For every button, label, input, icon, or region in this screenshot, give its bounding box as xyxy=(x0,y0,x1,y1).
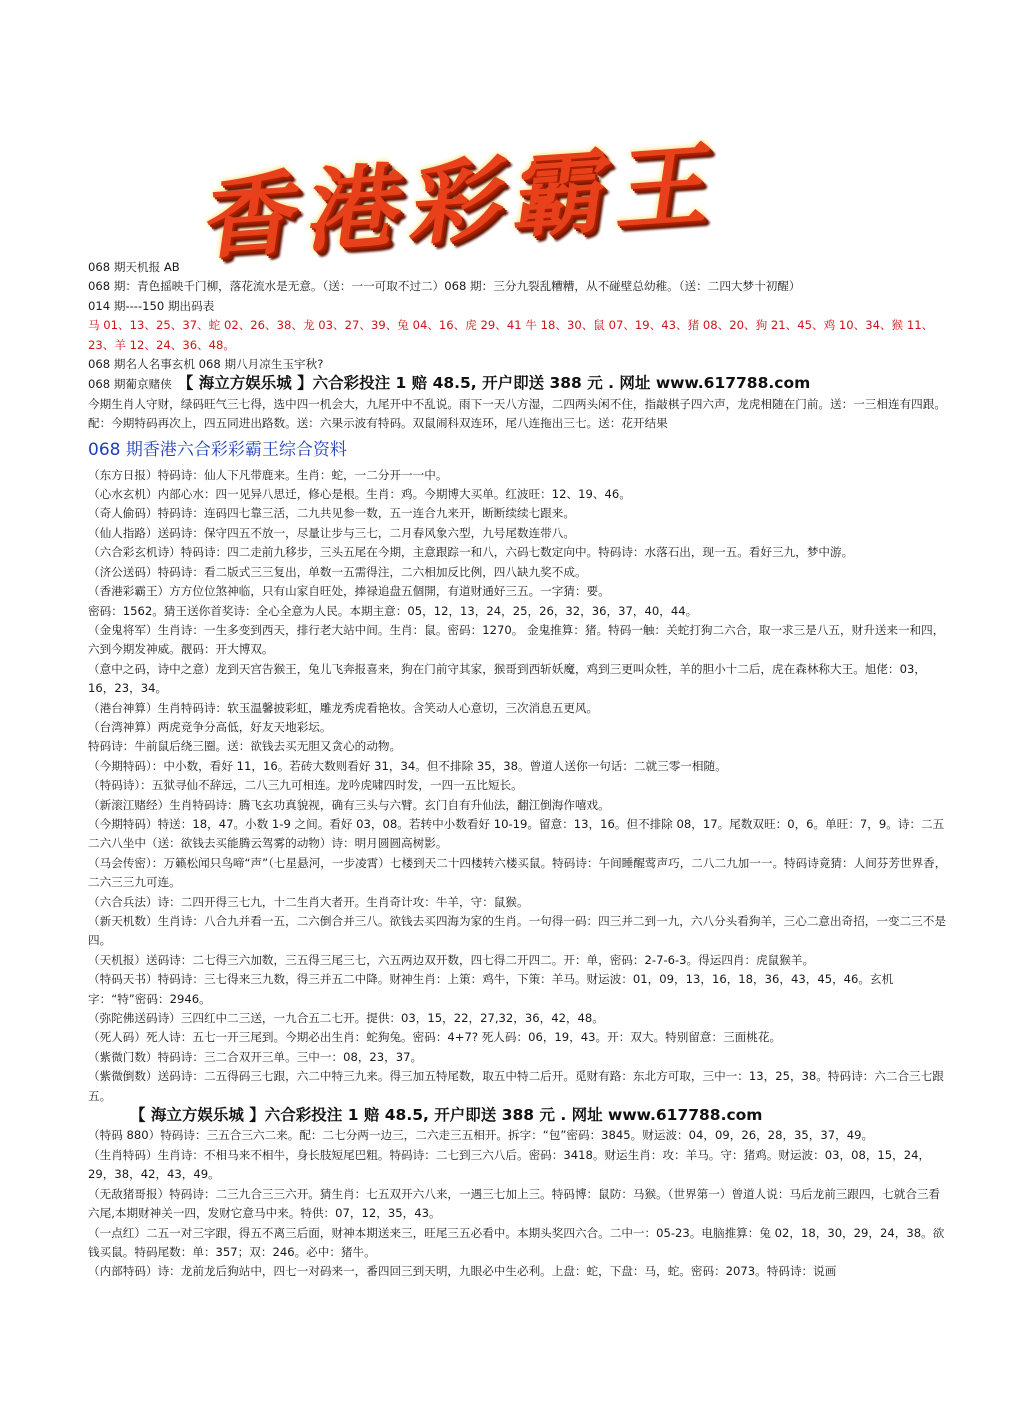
section-heading: 068 期香港六合彩彩霸王综合资料 xyxy=(88,439,347,460)
entry-a-19: （新天机数）生肖诗：八合九并看一五，二六倒合并三八。欲钱去买四海为家的生肖。一句得一码：四三并二到一九，六八分头看狗羊，三心二意出奇招，一变二三不是四。 xyxy=(88,914,946,948)
logo xyxy=(198,128,780,273)
paragraph-1: 今期生肖人守财，绿码旺气三七得，选中四一机会大，九尾开中不乱说。雨下一天八方湿，二四两头闲不住，指敲棋子四六声，龙虎相随在门前。送：一三相连有四跟。配：今期特码再次上，四五同进出路数。送：六果示波有特码。双鼠闹科双连环，尾八连拖出三七。送：花开结果 xyxy=(88,396,946,431)
ad-line-2 xyxy=(88,1106,950,1126)
entry-b-2: （无敌猪哥报）特码诗：二三九合三三六开。猜生肖：七五双开六八来，一遇三七加上三。特码博：鼠防：马猴。（世界第一）曾道人说：马后龙前三跟四，七就合三看六尾,本期财神关一四，发财它意马中来。特供：07，12，35，43。 xyxy=(88,1186,941,1221)
entry-a-21: （特码天书）特码诗：三七得来三九数，得三并五二中降。财神生肖：上策：鸡牛，下策：羊马。财运波：01，09，13，16，18，36，43，45，46。玄机字：“特”密码：2946。 xyxy=(88,972,894,1006)
document-body xyxy=(88,258,950,1282)
entry-a-25: （紫微倒数）送码诗：二五得码三七跟，六二中特三九来。得三加五特尾数，取五中特二后开。觅财有路：东北方可取，三中一：13，25，38。特码诗：六二合三七跟五。 xyxy=(88,1069,944,1103)
entry-a-23: （死人码）死人诗：五七一开三尾到。今期必出生肖：蛇狗兔。密码：4+7? 死人码：06，19，43。开：双大。特别留意：三面桃花。 xyxy=(88,1030,782,1045)
gambler-label: 068 期葡京赌侠 xyxy=(88,377,172,392)
entry-a-4: （六合彩玄机诗）特码诗：四二走前九移步，三头五尾在今期，主意跟踪一和八，六码七数定向中。特码诗：水落石出，现一五。看好三九，梦中游。 xyxy=(88,545,854,560)
entry-a-11: （台湾神算）两虎竞争分高低，好友天地彩坛。 xyxy=(88,719,332,734)
top-line-1: 068 期天机报 AB xyxy=(88,260,180,274)
entry-b-3: （一点红）二五一对三字跟，得五不离三后面，财神本期送来三，旺尾三五必看中。本期头奖四六合。二中一：05-23。电脑推算：兔 02，18，30，29，24，38。欲钱买鼠。特码尾数：单：357；双：246。必中：猪牛。 xyxy=(88,1225,945,1259)
mingren-line: 068 期名人名事玄机 068 期八月凉生玉宇秋? xyxy=(88,357,324,372)
entry-a-17: （马会传密）：万籁松闻只鸟啼“声”（七星悬河，一步凌霄）七楼到天二十四楼转六楼买鼠。特码诗：午间睡醒莺声巧，二八二九加一一。特码诗竟猜：人间芬芳世界香，二六三三九可连。 xyxy=(88,855,947,890)
entry-a-7: 密码：1562。猜王送你首奖诗：全心全意为人民。本期主意：05，12，13，24，25，26，32，36，37，40，44。 xyxy=(88,603,698,618)
entry-a-2: （奇人偷码）特码诗：连码四七靠三活，二九共见参一数，五一连合九来开，断断续续七跟来。 xyxy=(88,506,575,521)
ad-banner-2[interactable]: 【 海立方娱乐城 】六合彩投注 1 赔 48.5, 开户即送 388 元 . 网址 www.617788.com xyxy=(130,1106,763,1125)
entry-a-0: （东方日报）特码诗：仙人下凡带鹿来。生肖：蛇，一二分开一一中。 xyxy=(88,467,448,482)
entry-a-18: （六合兵法）诗：二四开得三七九，十二生肖大者开。生肖奇计攻：牛羊，守：鼠猴。 xyxy=(88,894,529,909)
entry-b-0: （特码 880）特码诗：三五合三六二来。配：二七分两一边三，二六走三五相开。拆字：“包”密码：3845。财运波：04，09，26，28，35，37，49。 xyxy=(88,1128,874,1143)
entry-b-4: （内部特码）诗：龙前龙后狗站中，四七一对码来一，番四回三到天明，九眼必中生必利。上盘：蛇，下盘：马，蛇。密码：2073。特码诗：说画 xyxy=(88,1264,837,1279)
entry-a-14: （特码诗）：五狱寻仙不辞远，二八三九可相连。龙吟虎啸四时发，一四一五比短长。 xyxy=(88,778,523,793)
entry-a-8: （金鬼将军）生肖诗：一生多变到西天，排行老大站中间。生肖：鼠。密码：1270。 金鬼推算：猪。特码一触：关蛇打狗二六合，取一求三是八五，财升送来一和四，六到今期发神威。靓码：开大博双。 xyxy=(88,622,945,657)
entry-a-24: （紫微门数）特码诗：三二合双开三单。三中一：08，23，37。 xyxy=(88,1049,423,1064)
entries-a xyxy=(88,466,950,1106)
entries-b xyxy=(88,1126,950,1281)
ad-banner-1[interactable]: 【 海立方娱乐城 】六合彩投注 1 赔 48.5, 开户即送 388 元 . 网址 www.617788.com xyxy=(177,374,811,393)
entry-a-22: （弥陀佛送码诗）三四红中二三送，一九合五二七开。提供：03，15，22，27,32，36，42，48。 xyxy=(88,1011,604,1026)
logo-text: 香港彩霸王 xyxy=(198,129,730,273)
entry-a-3: （仙人指路）送码诗：保守四五不放一，尽量让步与三七，二月春风象六型，九号尾数连带八。 xyxy=(88,525,575,540)
top-line-2: 068 期：青色摇映千门柳，落花流水是无意。（送：一一可取不过二）068 期：三分九裂乱糟糟，从不碰壁总幼稚。（送：二四大梦十初醒） xyxy=(88,279,801,294)
entry-a-1: （心水玄机）内部心水：四一见异八思迁，修心是根。生肖：鸡。今期博大买单。红波旺：12、19、46。 xyxy=(88,487,631,502)
entry-a-15: （新滚江赌经）生肖特码诗：腾飞玄功真貌视，确有三头与六臂。玄门自有升仙法，翻江倒海作嘻戏。 xyxy=(88,797,610,812)
entry-a-12: 特码诗：牛前鼠后绕三圈。送：欲钱去买无胆又贪心的动物。 xyxy=(88,739,402,754)
top-line-3: 014 期----150 期出码表 xyxy=(88,298,215,313)
entry-a-6: （香港彩霸王）方方位位煞神临，只有山家自旺处，捧禄追盘五個開，有道财通好三五。一字猜：要。 xyxy=(88,584,610,599)
entry-a-5: （济公送码）特码诗：看二版式三三复出，单数一五需得注，二六相加反比例，四八缺九奖不成。 xyxy=(88,564,587,579)
entry-b-1: （生肖特码）生肖诗：不相马来不相牛，身长肢短尾巴粗。特码诗：二七到三六八后。密码：3418。财运生肖：攻：羊马。守：猪鸡。财运波：03，08，15，24，29，38，42，43，49。 xyxy=(88,1147,931,1182)
entry-a-9: （意中之码，诗中之意）龙到天宫告猴王，兔儿飞奔报喜来，狗在门前守其家，猴哥到西斩妖魔，鸡到三更叫众牲，羊的胆小十二后，虎在森林称大王。旭佬：03，16，23，34。 xyxy=(88,661,926,696)
entry-a-16: （今期特码）特送：18，47。小数 1-9 之间。看好 03，08。若转中小数看好 10-19。留意：13，16。但不排除 08，17。尾数双旺：0，6。单旺：7，9。诗：二五二六八坐中（送：欲钱去买能腾云驾雾的动物）诗：明月圆圆高树影。 xyxy=(88,816,945,851)
entry-a-10: （港台神算）生肖特码诗：软玉温馨披彩虹，雕龙秀虎看艳妆。含笑动人心意切，三次消息五更风。 xyxy=(88,700,599,715)
entry-a-13: （今期特码）：中小数，看好 11，16。若砖大数则看好 31，34。但不排除 35，38。曾道人送你一句话：二就三零一相随。 xyxy=(88,758,727,773)
code-table: 马 01、13、25、37、蛇 02、26、38、龙 03、27、39、兔 04、16、虎 29、41 牛 18、30、鼠 07、19、43、猪 08、20、狗 21、45、鸡 10、34、猴 11、23、羊 12、24、36、48。 xyxy=(88,318,934,352)
gambler-line xyxy=(88,374,950,394)
entry-a-20: （天机报）送码诗：二七得三六加数，三五得三尾三七，六五两边双开数，四七得二开四二。开：单，密码：2-7-6-3。得运四肖：虎鼠猴羊。 xyxy=(88,952,815,967)
